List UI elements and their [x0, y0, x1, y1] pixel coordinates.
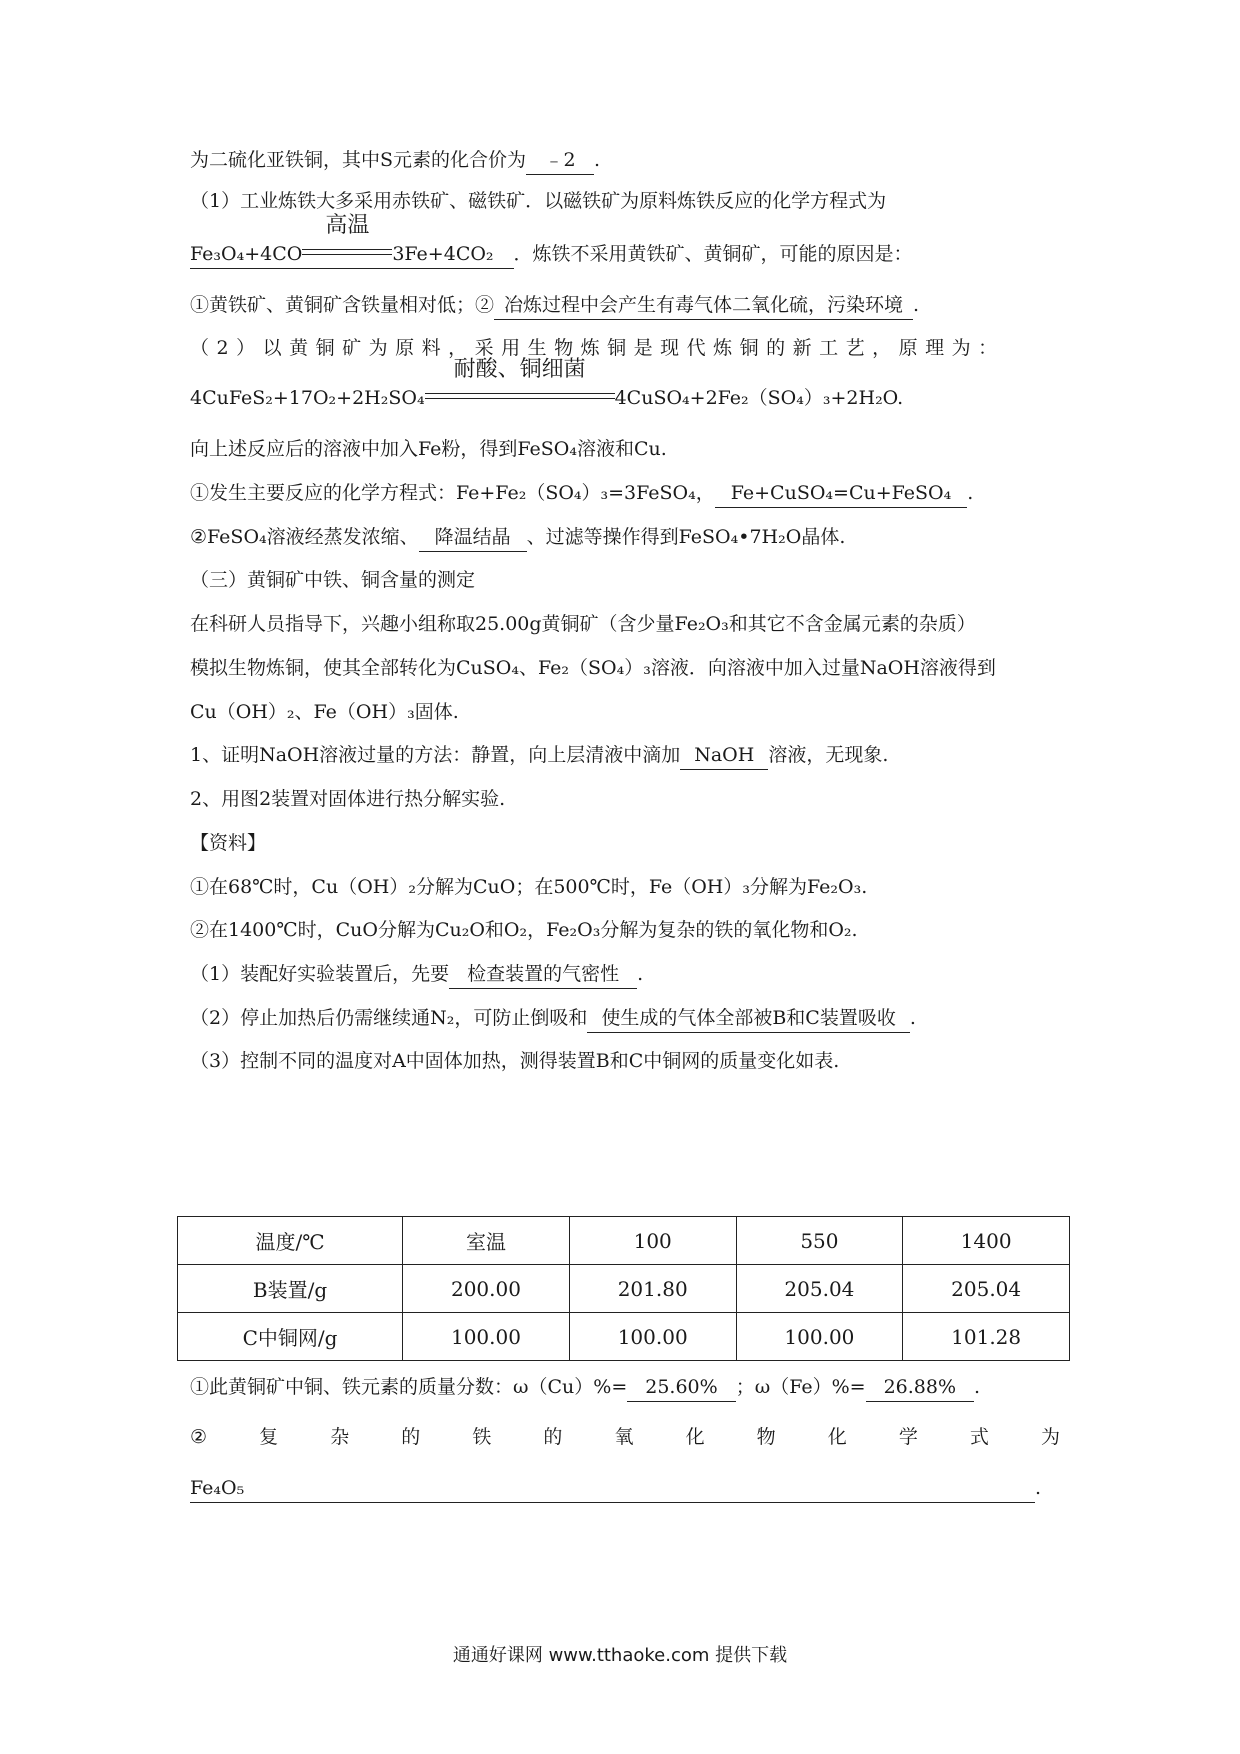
text: 化: [827, 1426, 847, 1448]
line-15: 2、用图2装置对固体进行热分解实验.: [190, 788, 506, 810]
text: .: [967, 482, 974, 504]
text: 氧: [614, 1426, 634, 1448]
table-cell: 100.00: [736, 1313, 903, 1361]
line-24: [190, 1474, 1060, 1503]
line-10: （三）黄铜矿中铁、铜含量的测定: [190, 569, 476, 591]
line-13: Cu（OH）₂、Fe（OH）₃固体.: [190, 701, 459, 723]
answer-blank: 降温结晶: [419, 523, 527, 552]
line-3: [190, 213, 1060, 269]
line-14: [190, 741, 1060, 770]
table-cell: 205.04: [736, 1265, 903, 1313]
answer-blank: [190, 1474, 1035, 1503]
text: .: [913, 294, 920, 316]
line-7: 向上述反应后的溶液中加入Fe粉，得到FeSO₄溶液和Cu.: [190, 438, 667, 460]
text: 为二硫化亚铁铜，其中S元素的化合价为: [190, 149, 527, 171]
reaction-condition: 高温: [325, 213, 370, 238]
equation-products: 4CuSO₄+2Fe₂（SO₄）₃+2H₂O.: [614, 387, 904, 409]
table-cell: 101.28: [903, 1313, 1070, 1361]
answer-blank: 检查装置的气密性: [449, 960, 637, 989]
text: .: [974, 1376, 981, 1398]
line-5: [190, 334, 1060, 362]
line-21: （3）控制不同的温度对A中固体加热，测得装置B和C中铜网的质量变化如表.: [190, 1050, 840, 1072]
text: ①发生主要反应的化学方程式：Fe+Fe₂（SO₄）₃=3FeSO₄，: [190, 482, 715, 504]
text: .: [1035, 1477, 1042, 1499]
reaction-condition: 耐酸、铜细菌: [453, 357, 586, 382]
text: ②: [190, 1426, 208, 1448]
answer-blank: ﹣2: [526, 146, 594, 175]
text: 溶液，无现象.: [768, 744, 889, 766]
line-12: 模拟生物炼铜，使其全部转化为CuSO₄、Fe₂（SO₄）₃溶液．向溶液中加入过量NaOH溶液得到: [190, 657, 996, 679]
line-11: 在科研人员指导下，兴趣小组称取25.00g黄铜矿（含少量Fe₂O₃和其它不含金属元素的杂质）: [190, 613, 976, 635]
table-cell: 100.00: [403, 1313, 570, 1361]
equation-reactants: Fe₃O₄+4CO: [190, 243, 303, 265]
line-8: [190, 479, 1060, 508]
text: ①黄铁矿、黄铜矿含铁量相对低；②: [190, 294, 495, 316]
reaction-arrow: [302, 213, 392, 268]
text: .: [637, 963, 644, 985]
answer-blank: 26.88%: [866, 1373, 974, 1402]
text: （2）以黄铜矿为原料，采用生物炼铜是现代炼铜的新工艺，原理为：: [190, 337, 1005, 359]
table-cell: 100.00: [569, 1313, 736, 1361]
line-4: [190, 291, 1060, 320]
answer-blank: 使生成的气体全部被B和C装置吸收: [587, 1004, 910, 1033]
table-row: [178, 1313, 1070, 1361]
reaction-arrow: [425, 357, 615, 412]
text: 1、证明NaOH溶液过量的方法：静置，向上层清液中滴加: [190, 744, 681, 766]
text: （2）停止加热后仍需继续通N₂，可防止倒吸和: [190, 1007, 588, 1029]
equation-products: 3Fe+4CO₂: [392, 243, 494, 265]
table-cell: 200.00: [403, 1265, 570, 1313]
answer-blank: 冶炼过程中会产生有毒气体二氧化硫，污染环境: [494, 291, 913, 320]
line-2: （1）工业炼铁大多采用赤铁矿、磁铁矿．以磁铁矿为原料炼铁反应的化学方程式为: [190, 190, 887, 212]
answer-blank: NaOH: [680, 741, 768, 770]
line-18: ②在1400℃时，CuO分解为Cu₂O和O₂，Fe₂O₃分解为复杂的铁的氧化物和O₂.: [190, 919, 858, 941]
table-header-cell: 100: [569, 1217, 736, 1265]
table-cell: B装置/g: [178, 1265, 403, 1313]
text: 化: [685, 1426, 705, 1448]
answer-blank: 25.60%: [627, 1373, 735, 1402]
text: 的: [401, 1426, 421, 1448]
text: 复: [259, 1426, 279, 1448]
data-table: [177, 1216, 1070, 1361]
line-20: [190, 1004, 1060, 1033]
text: ②FeSO₄溶液经蒸发浓缩、: [190, 526, 419, 548]
line-16: 【资料】: [190, 832, 267, 854]
table-cell: 201.80: [569, 1265, 736, 1313]
line-23: [190, 1423, 1060, 1451]
line-17: ①在68℃时，Cu（OH）₂分解为CuO；在500℃时，Fe（OH）₃分解为Fe₂O₃.: [190, 876, 868, 898]
equation-reactants: 4CuFeS₂+17O₂+2H₂SO₄: [190, 387, 425, 409]
line-6: [190, 357, 1060, 412]
text: .: [594, 149, 601, 171]
table-header-row: [178, 1217, 1070, 1265]
answer-equation: [190, 213, 514, 269]
text: .: [909, 1007, 916, 1029]
text: 为: [1040, 1426, 1060, 1448]
table-header-cell: 550: [736, 1217, 903, 1265]
text: 学: [898, 1426, 918, 1448]
line-1: [190, 146, 1060, 175]
answer-text: Fe₄O₅: [190, 1477, 245, 1499]
table-cell: C中铜网/g: [178, 1313, 403, 1361]
text: （1）装配好实验装置后，先要: [190, 963, 450, 985]
text: ；ω（Fe）%=: [735, 1376, 866, 1398]
line-22: [190, 1373, 1060, 1402]
text: 式: [969, 1426, 989, 1448]
table-cell: 205.04: [903, 1265, 1070, 1313]
table-header-cell: 温度/℃: [178, 1217, 403, 1265]
text: 的: [543, 1426, 563, 1448]
table-header-cell: 室温: [403, 1217, 570, 1265]
table-header-cell: 1400: [903, 1217, 1070, 1265]
text: 、过滤等操作得到FeSO₄•7H₂O晶体.: [526, 526, 846, 548]
text: ．炼铁不采用黄铁矿、黄铜矿，可能的原因是：: [513, 243, 913, 265]
line-19: [190, 960, 1060, 989]
line-9: [190, 523, 1060, 552]
text: 物: [756, 1426, 776, 1448]
text: 铁: [472, 1426, 492, 1448]
text: ①此黄铜矿中铜、铁元素的质量分数：ω（Cu）%=: [190, 1376, 628, 1398]
table-row: [178, 1265, 1070, 1313]
answer-blank: Fe+CuSO₄=Cu+FeSO₄: [715, 479, 968, 508]
footer-watermark: 通通好课网 www.tthaoke.com 提供下载: [452, 1645, 788, 1666]
text: 杂: [330, 1426, 350, 1448]
